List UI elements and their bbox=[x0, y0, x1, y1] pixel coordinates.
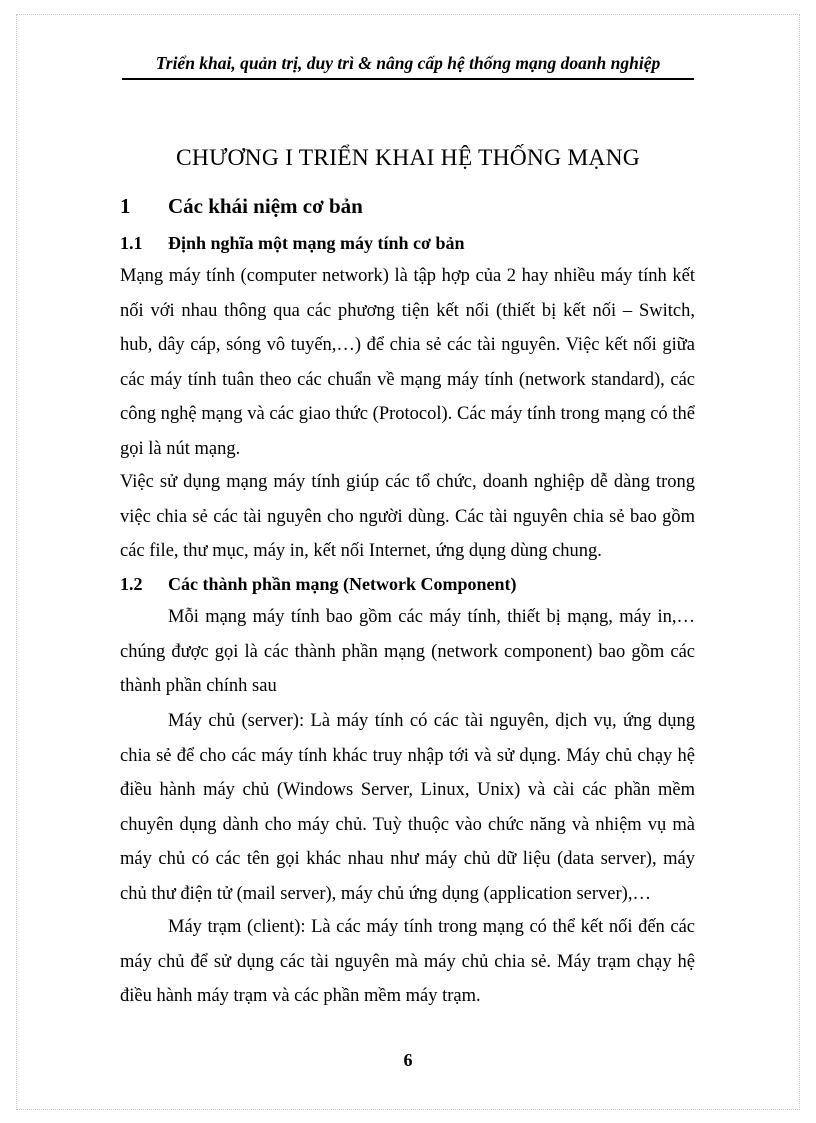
section-title: Định nghĩa một mạng máy tính cơ bản bbox=[168, 233, 465, 253]
section-1-1-heading bbox=[120, 228, 465, 258]
section-number: 1.2 bbox=[120, 574, 143, 594]
paragraph: Mạng máy tính (computer network) là tập hợp của 2 hay nhiều máy tính kết nối với nhau thông qua các phương tiện kết nối (thiết bị kết nối – Switch, hub, dây cáp, sóng vô tuyến,…) để chia sẻ các tài nguyên. Việc kết nối giữa các máy tính tuân theo các chuẩn về mạng máy tính (network standard), các công nghệ mạng và các giao thức (Protocol). Các máy tính trong mạng có thể gọi là nút mạng. bbox=[120, 266, 695, 459]
section-number: 1 bbox=[120, 194, 131, 218]
chapter-title: CHƯƠNG I TRIỂN KHAI HỆ THỐNG MẠNG bbox=[176, 145, 640, 171]
paragraph: Máy chủ (server): Là máy tính có các tài nguyên, dịch vụ, ứng dụng chia sẻ để cho các máy tính khác truy nhập tới và sử dụng. Máy chủ chạy hệ điều hành máy chủ (Windows Server, Linux, Unix) và cài các phần mềm chuyên dụng dành cho máy chủ. Tuỳ thuộc vào chức năng và nhiệm vụ mà máy chủ có các tên gọi khác nhau như máy chủ dữ liệu (data server), máy chủ thư điện tử (mail server), máy chủ ứng dụng (application server),… bbox=[120, 711, 695, 904]
paragraph: Máy trạm (client): Là các máy tính trong mạng có thể kết nối đến các máy chủ để sử dụng các tài nguyên mà máy chủ chia sẻ. Máy trạm chạy hệ điều hành máy trạm và các phần mềm máy trạm. bbox=[120, 917, 695, 1006]
section-title: Các khái niệm cơ bản bbox=[168, 194, 363, 218]
paragraph: Việc sử dụng mạng máy tính giúp các tổ chức, doanh nghiệp dễ dàng trong việc chia sẻ các tài nguyên cho người dùng. Các tài nguyên chia sẻ bao gồm các file, thư mục, máy in, kết nối Internet, ứng dụng dùng chung. bbox=[120, 472, 695, 561]
section-1-heading bbox=[120, 190, 363, 222]
section-1-2-heading bbox=[120, 569, 517, 599]
paragraph: Mỗi mạng máy tính bao gồm các máy tính, thiết bị mạng, máy in,… chúng được gọi là các thành phần mạng (network component) bao gồm các thành phần chính sau bbox=[120, 607, 695, 696]
section-number: 1.1 bbox=[120, 233, 143, 253]
section-title: Các thành phần mạng (Network Component) bbox=[168, 574, 517, 594]
header-underline bbox=[122, 78, 694, 80]
page-number: 6 bbox=[403, 1050, 413, 1070]
running-header: Triển khai, quản trị, duy trì & nâng cấp hệ thống mạng doanh nghiệp bbox=[155, 53, 661, 73]
